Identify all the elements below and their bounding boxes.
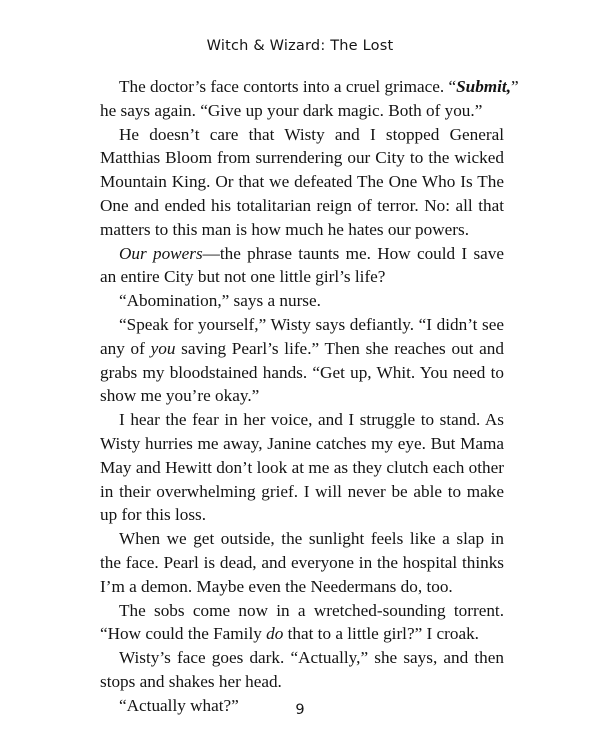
paragraph <box>100 313 504 408</box>
paragraph <box>100 599 504 647</box>
text-line <box>100 361 504 385</box>
text-line <box>100 194 504 218</box>
text-run: stops and shakes her head. <box>100 671 282 691</box>
text-run: He doesn’t care that Wisty and I stopped General <box>119 124 504 144</box>
paragraph <box>100 242 504 290</box>
text-run: “Abomination,” says a nurse. <box>119 291 321 311</box>
text-line <box>100 456 504 480</box>
body-text <box>100 75 519 718</box>
text-run: the face. Pearl is dead, and everyone in the hospital thinks <box>100 552 504 572</box>
paragraph <box>100 75 519 123</box>
italic-text: you <box>150 338 176 358</box>
paragraph <box>100 408 504 527</box>
text-run: One and ended his totalitarian reign of terror. No: all that <box>100 195 504 215</box>
text-run: that to a little girl?” I croak. <box>283 624 479 644</box>
text-line <box>100 146 504 170</box>
text-line <box>100 408 504 432</box>
text-run: Wisty hurries me away, Janine catches my eye. But Mama <box>100 433 504 453</box>
text-run: Matthias Bloom from surrendering our City to the wicked <box>100 148 504 168</box>
text-run: May and Hewitt don’t look at me as they clutch each other <box>100 457 504 477</box>
italic-text: do <box>266 624 284 644</box>
text-run: Mountain King. Or that we defeated The One Who Is The <box>100 172 504 192</box>
text-line <box>100 337 504 361</box>
paragraph <box>100 646 504 694</box>
text-line <box>100 599 504 623</box>
text-run: in their overwhelming grief. I will never be able to make <box>100 481 504 501</box>
bold-italic-text: Submit, <box>456 77 512 96</box>
text-run: saving Pearl’s life.” Then she reaches out and <box>175 338 504 358</box>
paragraph <box>100 289 504 313</box>
text-run: The doctor’s face contorts into a cruel grimace. “ <box>119 77 457 96</box>
text-line <box>100 289 504 313</box>
paragraph <box>100 527 504 598</box>
text-run: “Actually what?” <box>119 695 239 715</box>
text-run: “How could the Family <box>100 624 267 644</box>
text-line <box>100 313 504 337</box>
text-run: any of <box>100 338 151 358</box>
text-run: ” <box>511 77 519 96</box>
text-line <box>100 432 504 456</box>
text-run: show me you’re okay.” <box>100 386 260 406</box>
text-line <box>100 384 504 408</box>
text-line <box>100 622 504 646</box>
text-line <box>100 99 504 123</box>
text-line <box>100 551 504 575</box>
text-run: When we get outside, the sunlight feels like a slap in <box>119 529 504 549</box>
text-line <box>100 218 504 242</box>
text-line <box>100 575 504 599</box>
paragraph <box>100 123 504 242</box>
text-run: I hear the fear in her voice, and I struggle to stand. As <box>119 410 504 430</box>
text-run: up for this loss. <box>100 505 206 525</box>
text-run: he says again. “Give up your dark magic. Both of you.” <box>100 100 483 120</box>
text-line <box>100 503 504 527</box>
text-run: “Speak for yourself,” Wisty says defiantly. “I didn’t see <box>119 314 504 334</box>
text-line <box>100 670 504 694</box>
text-run: I’m a demon. Maybe even the Needermans do, too. <box>100 576 453 596</box>
text-line <box>100 527 504 551</box>
text-run: The sobs come now in a wretched-sounding torrent. <box>119 600 504 620</box>
text-run: Wisty’s face goes dark. “Actually,” she says, and then <box>119 648 504 668</box>
running-head: Witch & Wizard: The Lost <box>206 38 394 54</box>
text-line <box>100 123 504 147</box>
text-line <box>100 75 519 99</box>
text-line <box>100 265 504 289</box>
text-run: an entire City but not one little girl’s life? <box>100 267 386 287</box>
text-run: grabs my bloodstained hands. “Get up, Whit. You need to <box>100 362 504 382</box>
text-run: matters to this man is how much he hates our powers. <box>100 219 469 239</box>
text-line <box>100 242 504 266</box>
text-line <box>100 170 504 194</box>
page-number: 9 <box>295 702 305 718</box>
text-line <box>100 646 504 670</box>
italic-text: Our powers <box>119 243 203 263</box>
text-run: —the phrase taunts me. How could I save <box>202 243 504 263</box>
text-line <box>100 480 504 504</box>
